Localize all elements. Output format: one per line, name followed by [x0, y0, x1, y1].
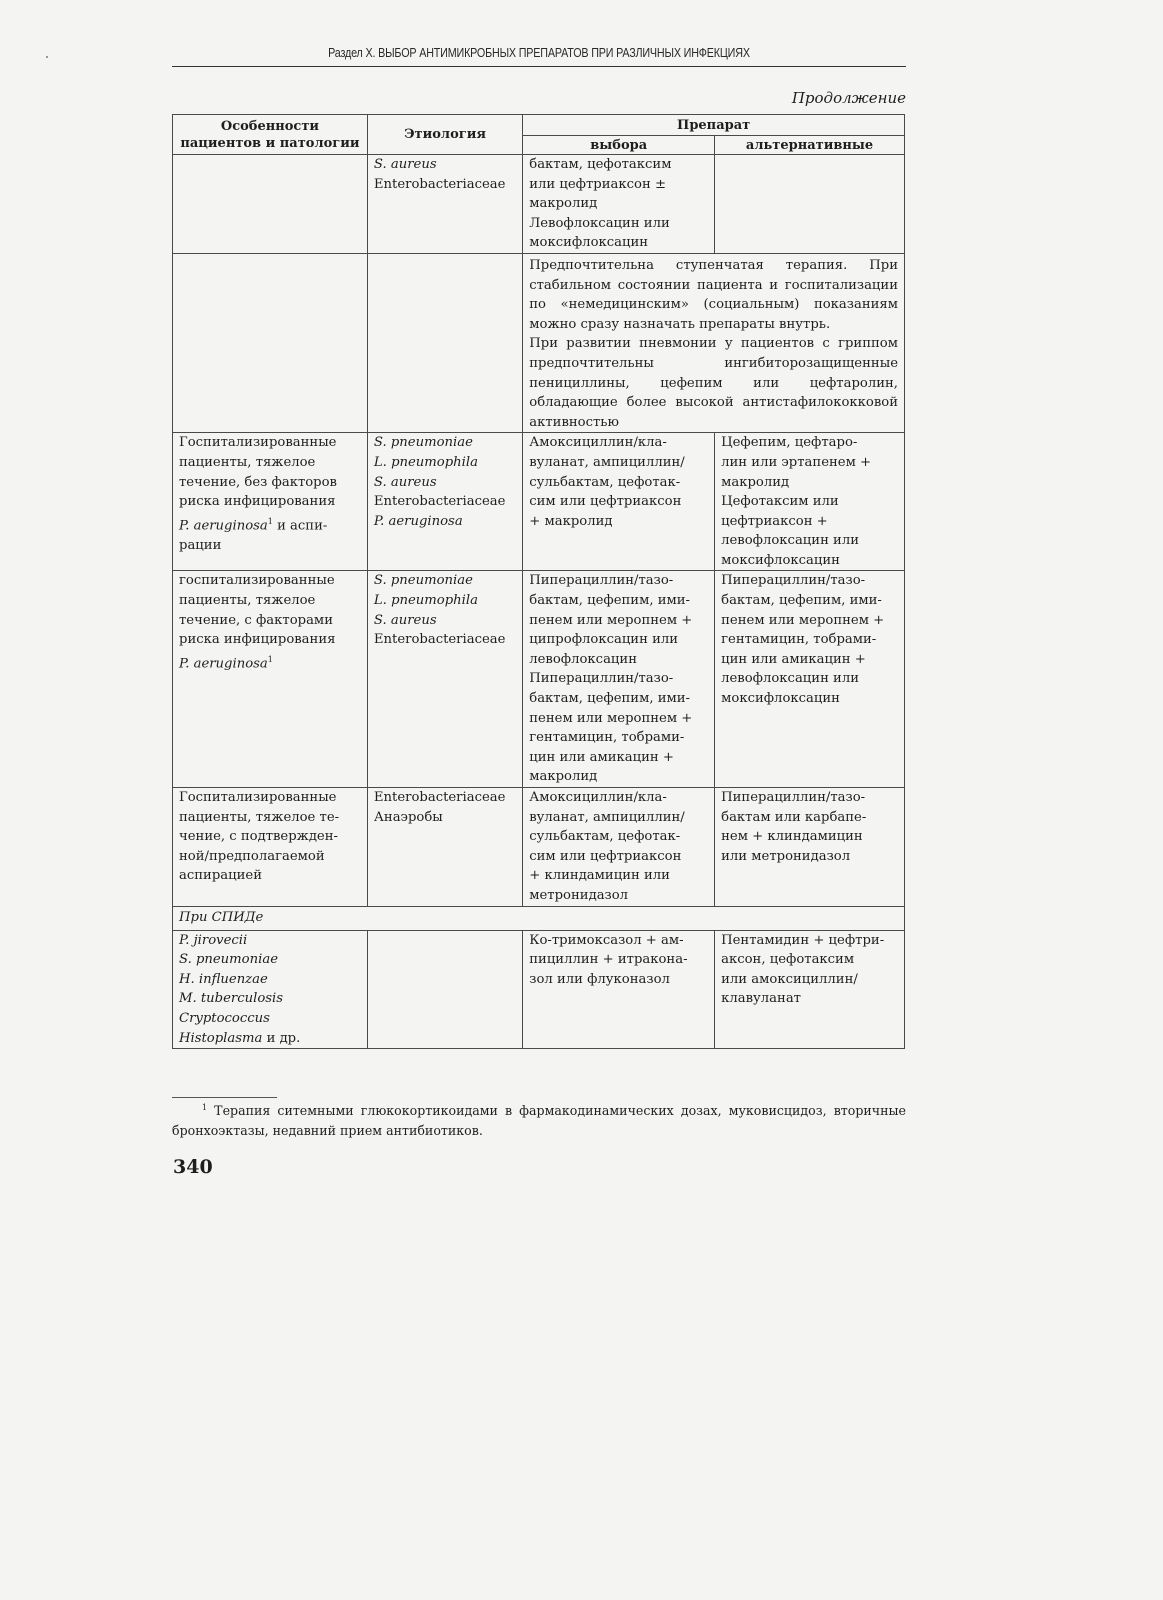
cell-choice: Ко-тримоксазол + ам- пициллин + итракона- зол или флуконазол — [523, 930, 715, 1049]
cell-alternative: Цефепим, цефтаро- лин или эртапенем + макролид Цефотаксим или цефтриаксон + левофлоксацин или моксифлоксацин — [715, 433, 905, 571]
cell-patients: Госпитализированные пациенты, тяжелое те- чение, с подтвержден- ной/предполагаемой аспирацией — [173, 788, 368, 907]
header-row — [173, 115, 905, 136]
cell-etiology: S. pneumoniae L. pneumophila S. aureus Enterobacteriaceae P. aeruginosa — [367, 433, 522, 571]
header-alternative: альтернативные — [715, 136, 905, 155]
header-rule — [172, 66, 906, 67]
table-row — [173, 788, 905, 907]
table-row — [173, 571, 905, 788]
cell-choice: Амоксициллин/кла- вуланат, ампициллин/ сульбактам, цефотак- сим или цефтриаксон + макролид — [523, 433, 715, 571]
header-etiology: Этиология — [367, 115, 522, 155]
cell-patients: госпитализированные пациенты, тяжелое течение, с факторами риска инфицирования P. aeruginosa$^1$ — [173, 571, 368, 788]
table-row — [173, 930, 905, 1049]
cell-note — [523, 253, 905, 432]
cell-alternative: Пентамидин + цефтри- аксон, цефотаксим или амоксициллин/ клавуланат — [715, 930, 905, 1049]
cell-patients — [173, 155, 368, 254]
cell-patients: Госпитализированные пациенты, тяжелое течение, без факторов риска инфицирования P. aeruginosa$^1$ и аспи- рации — [173, 433, 368, 571]
cell-etiology: Enterobacteriaceae Анаэробы — [367, 788, 522, 907]
cell-alternative — [715, 155, 905, 254]
cell-etiology: S. aureus Enterobacteriaceae — [367, 155, 522, 254]
cell-choice: Амоксициллин/кла- вуланат, ампициллин/ сульбактам, цефотак- сим или цефтриаксон + клиндамицин или метронидазол — [523, 788, 715, 907]
table-row — [173, 433, 905, 571]
antimicrobial-table — [172, 114, 905, 1049]
header-drug: Препарат — [523, 115, 905, 136]
cell-patients: P. jirovecii S. pneumoniae H. influenzae M. tuberculosis Cryptococcus Histoplasma и др. — [173, 930, 368, 1049]
running-head: Раздел X. ВЫБОР АНТИМИКРОБНЫХ ПРЕПАРАТОВ ПРИ РАЗЛИЧНЫХ ИНФЕКЦИЯХ — [328, 46, 750, 60]
cell-choice: Пиперациллин/тазо- бактам, цефепим, ими- пенем или меропнем + ципрофлоксацин или левофлоксацин Пиперациллин/тазо- бактам, цефепим, ими- пенем или меропнем + гентамицин, тобрами- цин или амикацин + макролид — [523, 571, 715, 788]
table-row-note — [173, 253, 905, 432]
scan-speck — [46, 56, 48, 58]
cell-etiology: S. pneumoniae L. pneumophila S. aureus Enterobacteriaceae — [367, 571, 522, 788]
footnote-text: Терапия ситемными глюкокортикоидами в фармакодинамических дозах, муковисцидоз, вторичные бронхоэктазы, недавний прием антибиотиков. — [172, 1103, 906, 1139]
cell-alternative: Пиперациллин/тазо- бактам или карбапе- нем + клиндамицин или метронидазол — [715, 788, 905, 907]
cell-patients — [173, 253, 368, 432]
section-row — [173, 906, 905, 930]
note-paragraph: Предпочтительна ступенчатая терапия. При стабильном состоянии пациента и госпитализации по «немедицинским» (социальным) показаниям можно сразу назначать препараты внутрь. — [529, 257, 898, 332]
footnote-mark: 1 — [202, 1103, 208, 1112]
section-heading-aids: При СПИДе — [173, 906, 905, 930]
cell-choice: бактам, цефотаксим или цефтриаксон ± макролид Левофлоксацин или моксифлоксацин — [523, 155, 715, 254]
note-paragraph: При развитии пневмонии у пациентов с гриппом предпочтительны ингибиторозащищенные пенициллины, цефепим или цефтаролин, обладающие более высокой антистафилококковой активностью — [529, 336, 898, 430]
continued-label: Продолжение — [791, 89, 906, 107]
cell-etiology — [367, 930, 522, 1049]
header-choice: выбора — [523, 136, 715, 155]
footnote — [172, 1098, 906, 1141]
header-patients: Особенности пациентов и патологии — [173, 115, 368, 155]
cell-alternative: Пиперациллин/тазо- бактам, цефепим, ими- пенем или меропнем + гентамицин, тобрами- цин или амикацин + левофлоксацин или моксифлоксацин — [715, 571, 905, 788]
table-row — [173, 155, 905, 254]
cell-etiology — [367, 253, 522, 432]
page-number: 340 — [173, 1156, 213, 1178]
